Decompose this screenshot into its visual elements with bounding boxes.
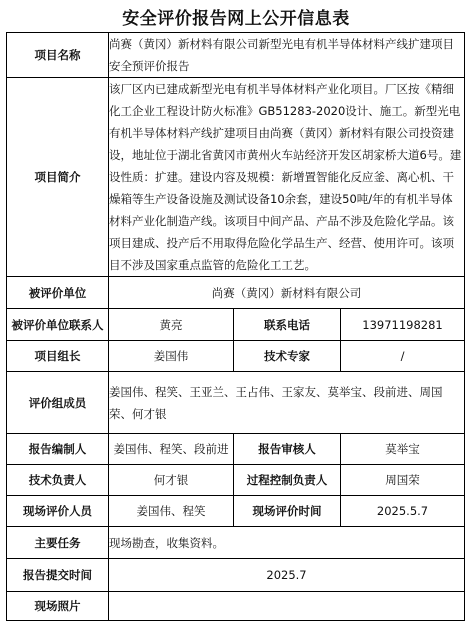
site-staff-label: 现场评价人员: [7, 496, 109, 527]
info-table: [6, 32, 465, 621]
page-title: 安全评价报告网上公开信息表: [122, 9, 350, 29]
submit-time-value: 2025.7: [109, 559, 465, 592]
tech-expert-value: /: [341, 341, 465, 372]
contact-label: 被评价单位联系人: [7, 309, 109, 341]
project-name-label: 项目名称: [7, 33, 109, 78]
process-control-label: 过程控制负责人: [234, 465, 341, 496]
report-reviewer-label: 报告审核人: [234, 434, 341, 465]
row-site-staff: [7, 496, 465, 527]
project-intro-label: 项目简介: [7, 78, 109, 277]
site-photos-value: [109, 592, 465, 621]
row-site-photos: [7, 592, 465, 621]
tech-lead-label: 技术负责人: [7, 465, 109, 496]
row-submit-time: [7, 559, 465, 592]
report-writer-label: 报告编制人: [7, 434, 109, 465]
phone-value: 13971198281: [341, 309, 465, 341]
evaluated-unit-label: 被评价单位: [7, 277, 109, 309]
row-team-leader: [7, 341, 465, 372]
row-project-name: [7, 33, 465, 78]
project-name-value: 尚赛（黄冈）新材料有限公司新型光电有机半导体材料产线扩建项目安全预评价报告: [109, 33, 465, 78]
row-main-task: [7, 527, 465, 559]
row-contact: [7, 309, 465, 341]
tech-lead-value: 何才银: [109, 465, 234, 496]
team-leader-label: 项目组长: [7, 341, 109, 372]
row-team-members: [7, 372, 465, 434]
main-task-label: 主要任务: [7, 527, 109, 559]
site-staff-value: 姜国伟、程笑: [109, 496, 234, 527]
team-leader-value: 姜国伟: [109, 341, 234, 372]
project-intro-value: 该厂区内已建成新型光电有机半导体材料产业化项目。厂区按《精细化工企业工程设计防火标准》GB51283-2020设计、施工。新型光电有机半导体材料产线扩建项目由尚赛（黄冈）新材料有限公司投资建设，地址位于湖北省黄冈市黄州火车站经济开发区胡家桥大道6号。建设性质：扩建。建设内容及规模：新增置智能化反应釜、离心机、干燥箱等生产设备设施及测试设备10余套，建设50吨/年的有机半导体材料产业化制造产线。该项目中间产品、产品不涉及危险化学品。该项目建成、投产后不用取得危险化学品生产、经营、使用许可。该项目不涉及国家重点监管的危险化工工艺。: [109, 78, 465, 277]
row-report-writer: [7, 434, 465, 465]
row-tech-lead: [7, 465, 465, 496]
tech-expert-label: 技术专家: [234, 341, 341, 372]
phone-label: 联系电话: [234, 309, 341, 341]
team-members-value: 姜国伟、程笑、王亚兰、王占伟、王家友、莫举宝、段前进、周国荣、何才银: [109, 372, 465, 434]
site-photos-label: 现场照片: [7, 592, 109, 621]
site-time-value: 2025.5.7: [341, 496, 465, 527]
process-control-value: 周国荣: [341, 465, 465, 496]
row-project-intro: [7, 78, 465, 277]
team-members-label: 评价组成员: [7, 372, 109, 434]
report-reviewer-value: 莫举宝: [341, 434, 465, 465]
site-time-label: 现场评价时间: [234, 496, 341, 527]
contact-value: 黄亮: [109, 309, 234, 341]
main-task-value: 现场勘查，收集资料。: [109, 527, 465, 559]
report-writer-value: 姜国伟、程笑、段前进: [109, 434, 234, 465]
submit-time-label: 报告提交时间: [7, 559, 109, 592]
evaluated-unit-value: 尚赛（黄冈）新材料有限公司: [109, 277, 465, 309]
row-evaluated-unit: [7, 277, 465, 309]
